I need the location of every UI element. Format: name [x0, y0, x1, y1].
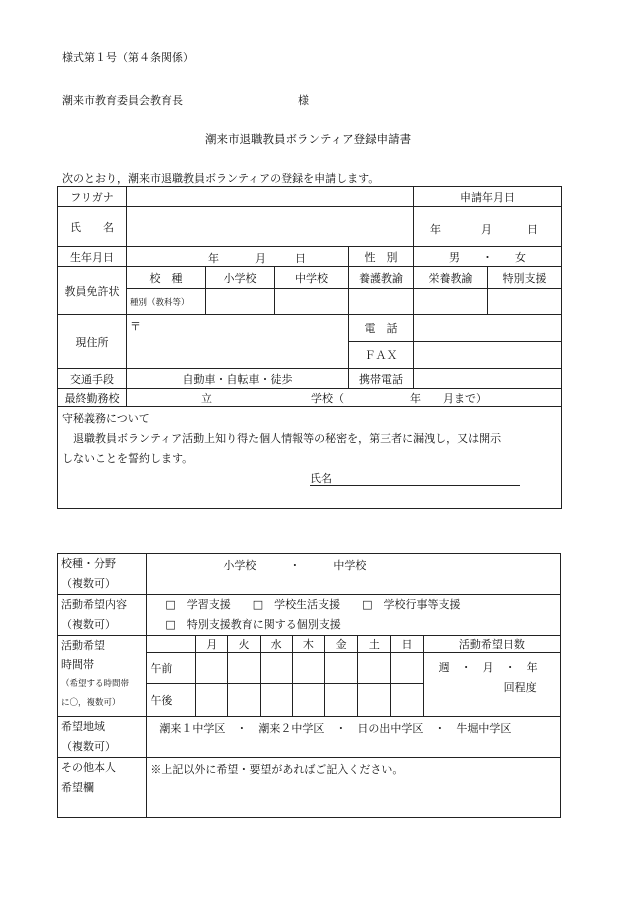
birth-year-label: 年 — [208, 251, 219, 265]
morning-mon-cell[interactable] — [196, 653, 228, 684]
afternoon-wed-cell[interactable] — [260, 684, 292, 717]
license-special-field[interactable] — [488, 289, 562, 315]
area-label-cell — [58, 717, 147, 758]
transport-label: 交通手段 — [58, 369, 127, 389]
afternoon-sun-cell[interactable] — [391, 684, 423, 717]
morning-label: 午前 — [147, 653, 196, 684]
signature-label: 氏名 — [310, 472, 332, 485]
confidentiality-text-1: 退職教員ボランティア活動上知り得た個人情報等の秘密を，第三者に漏洩し，又は開示 — [62, 432, 502, 445]
form-number: 様式第１号（第４条関係） — [62, 51, 194, 64]
birth-month-label: 月 — [255, 251, 266, 265]
activity-label: 活動希望内容 — [61, 598, 127, 611]
app-day-label: 日 — [527, 222, 538, 236]
other-label-cell — [58, 758, 147, 818]
area-label: 希望地域 — [61, 720, 105, 733]
frequency-options[interactable]: 週 ・ 月 ・ 年 — [438, 661, 538, 674]
license-elementary-field[interactable] — [206, 289, 275, 315]
confidentiality-section — [58, 407, 562, 509]
birth-date-label: 生年月日 — [58, 247, 127, 267]
furigana-label: フリガナ — [58, 187, 127, 207]
phone-label: 電 話 — [349, 315, 414, 342]
address-field[interactable] — [127, 315, 349, 369]
school-type-values: 小学校 ・ 中学校 — [223, 559, 367, 572]
morning-tue-cell[interactable] — [228, 653, 260, 684]
postal-mark: 〒 — [130, 320, 141, 333]
last-school-label: 最終勤務校 — [58, 389, 127, 407]
confidentiality-title: 守秘義務について — [62, 412, 150, 425]
license-header-nutrition-teacher: 栄養教諭 — [414, 267, 488, 289]
activity-options[interactable] — [147, 595, 561, 636]
confidentiality-text-2: しないことを誓約します。 — [62, 452, 194, 465]
area-options[interactable] — [147, 717, 561, 758]
gender-options[interactable]: 男 ・ 女 — [414, 247, 562, 267]
area-values[interactable]: 潮来１中学区 ・ 潮来２中学区 ・ 日の出中学区 ・ 牛堀中学区 — [159, 722, 512, 735]
afternoon-sat-cell[interactable] — [358, 684, 391, 717]
registration-form-table — [57, 186, 562, 509]
time-label-2: 時間帯 — [61, 658, 94, 671]
mobile-field[interactable] — [414, 369, 562, 389]
gender-label: 性 別 — [349, 247, 414, 267]
other-requests-field[interactable] — [147, 758, 561, 818]
frequency-cell[interactable] — [423, 653, 560, 717]
area-multiple-note: （複数可） — [61, 740, 116, 753]
mobile-label: 携帯電話 — [349, 369, 414, 389]
time-label-1: 活動希望 — [61, 639, 105, 652]
time-note-1: （希望する時間帯 — [61, 679, 130, 689]
day-fri: 金 — [324, 636, 357, 653]
last-school-field[interactable]: 立 学校（ 年 月まで） — [127, 389, 562, 407]
school-type-label: 校種・分野 — [61, 557, 116, 570]
times-label: 回程度 — [503, 681, 537, 694]
license-nutrition-field[interactable] — [414, 289, 488, 315]
license-header-special-support: 特別支援 — [488, 267, 562, 289]
app-year-label: 年 — [430, 222, 441, 236]
activity-multiple-note: （複数可） — [61, 618, 116, 631]
morning-sat-cell[interactable] — [358, 653, 391, 684]
other-label-1: その他本人 — [61, 761, 116, 774]
afternoon-mon-cell[interactable] — [196, 684, 228, 717]
birth-day-label: 日 — [295, 251, 306, 265]
signature-line[interactable] — [310, 485, 520, 486]
license-subject-label: 種別（教科等） — [127, 289, 206, 315]
day-thu: 木 — [292, 636, 324, 653]
school-type-options[interactable] — [147, 554, 561, 595]
activity-label-cell — [58, 595, 147, 636]
license-header-school-type: 校 種 — [127, 267, 206, 289]
name-field[interactable] — [127, 207, 414, 247]
address-label: 現住所 — [58, 315, 127, 369]
morning-wed-cell[interactable] — [260, 653, 292, 684]
time-header-blank — [147, 636, 196, 653]
fax-field[interactable] — [414, 342, 562, 369]
license-label: 教員免許状 — [58, 267, 127, 315]
license-header-junior-high: 中学校 — [275, 267, 349, 289]
school-type-label-cell — [58, 554, 147, 595]
school-type-multiple-note: （複数可） — [61, 577, 116, 590]
page-title: 潮来市退職教員ボランティア登録申請書 — [205, 132, 412, 146]
morning-fri-cell[interactable] — [324, 653, 357, 684]
phone-field[interactable] — [414, 315, 562, 342]
license-nurse-field[interactable] — [349, 289, 414, 315]
activity-preferences-table — [57, 553, 561, 818]
day-mon: 月 — [196, 636, 228, 653]
application-date-field[interactable] — [414, 207, 562, 247]
furigana-field[interactable] — [127, 187, 414, 207]
activity-options-row-1[interactable]: □ 学習支援 □ 学校生活支援 □ 学校行事等支援 — [165, 598, 461, 611]
day-sat: 土 — [358, 636, 391, 653]
license-junior-high-field[interactable] — [275, 289, 349, 315]
afternoon-fri-cell[interactable] — [324, 684, 357, 717]
recipient: 潮来市教育委員会教育長 — [62, 94, 183, 107]
afternoon-thu-cell[interactable] — [292, 684, 324, 717]
day-sun: 日 — [391, 636, 423, 653]
morning-thu-cell[interactable] — [292, 653, 324, 684]
birth-date-field[interactable] — [127, 247, 349, 267]
afternoon-label: 午後 — [147, 684, 196, 717]
license-header-elementary: 小学校 — [206, 267, 275, 289]
days-label: 活動希望日数 — [423, 636, 560, 653]
other-note: ※上記以外に希望・要望があればご記入ください。 — [150, 763, 404, 776]
transport-options[interactable]: 自動車・自転車・徒歩 — [127, 369, 349, 389]
day-tue: 火 — [228, 636, 260, 653]
time-label-cell — [58, 636, 147, 717]
other-label-2: 希望欄 — [61, 781, 94, 794]
license-header-nurse-teacher: 養護教諭 — [349, 267, 414, 289]
name-label: 氏 名 — [58, 207, 127, 247]
application-date-label: 申請年月日 — [414, 187, 562, 207]
fax-label: ＦＡＸ — [349, 342, 414, 369]
afternoon-tue-cell[interactable] — [228, 684, 260, 717]
activity-options-row-2[interactable]: □ 特別支援教育に関する個別支援 — [165, 618, 341, 631]
morning-sun-cell[interactable] — [391, 653, 423, 684]
day-wed: 水 — [260, 636, 292, 653]
app-month-label: 月 — [481, 222, 492, 236]
time-note-2: に〇，複数可） — [61, 698, 121, 708]
honorific: 様 — [298, 94, 309, 107]
intro-text: 次のとおり，潮来市退職教員ボランティアの登録を申請します。 — [62, 172, 380, 185]
